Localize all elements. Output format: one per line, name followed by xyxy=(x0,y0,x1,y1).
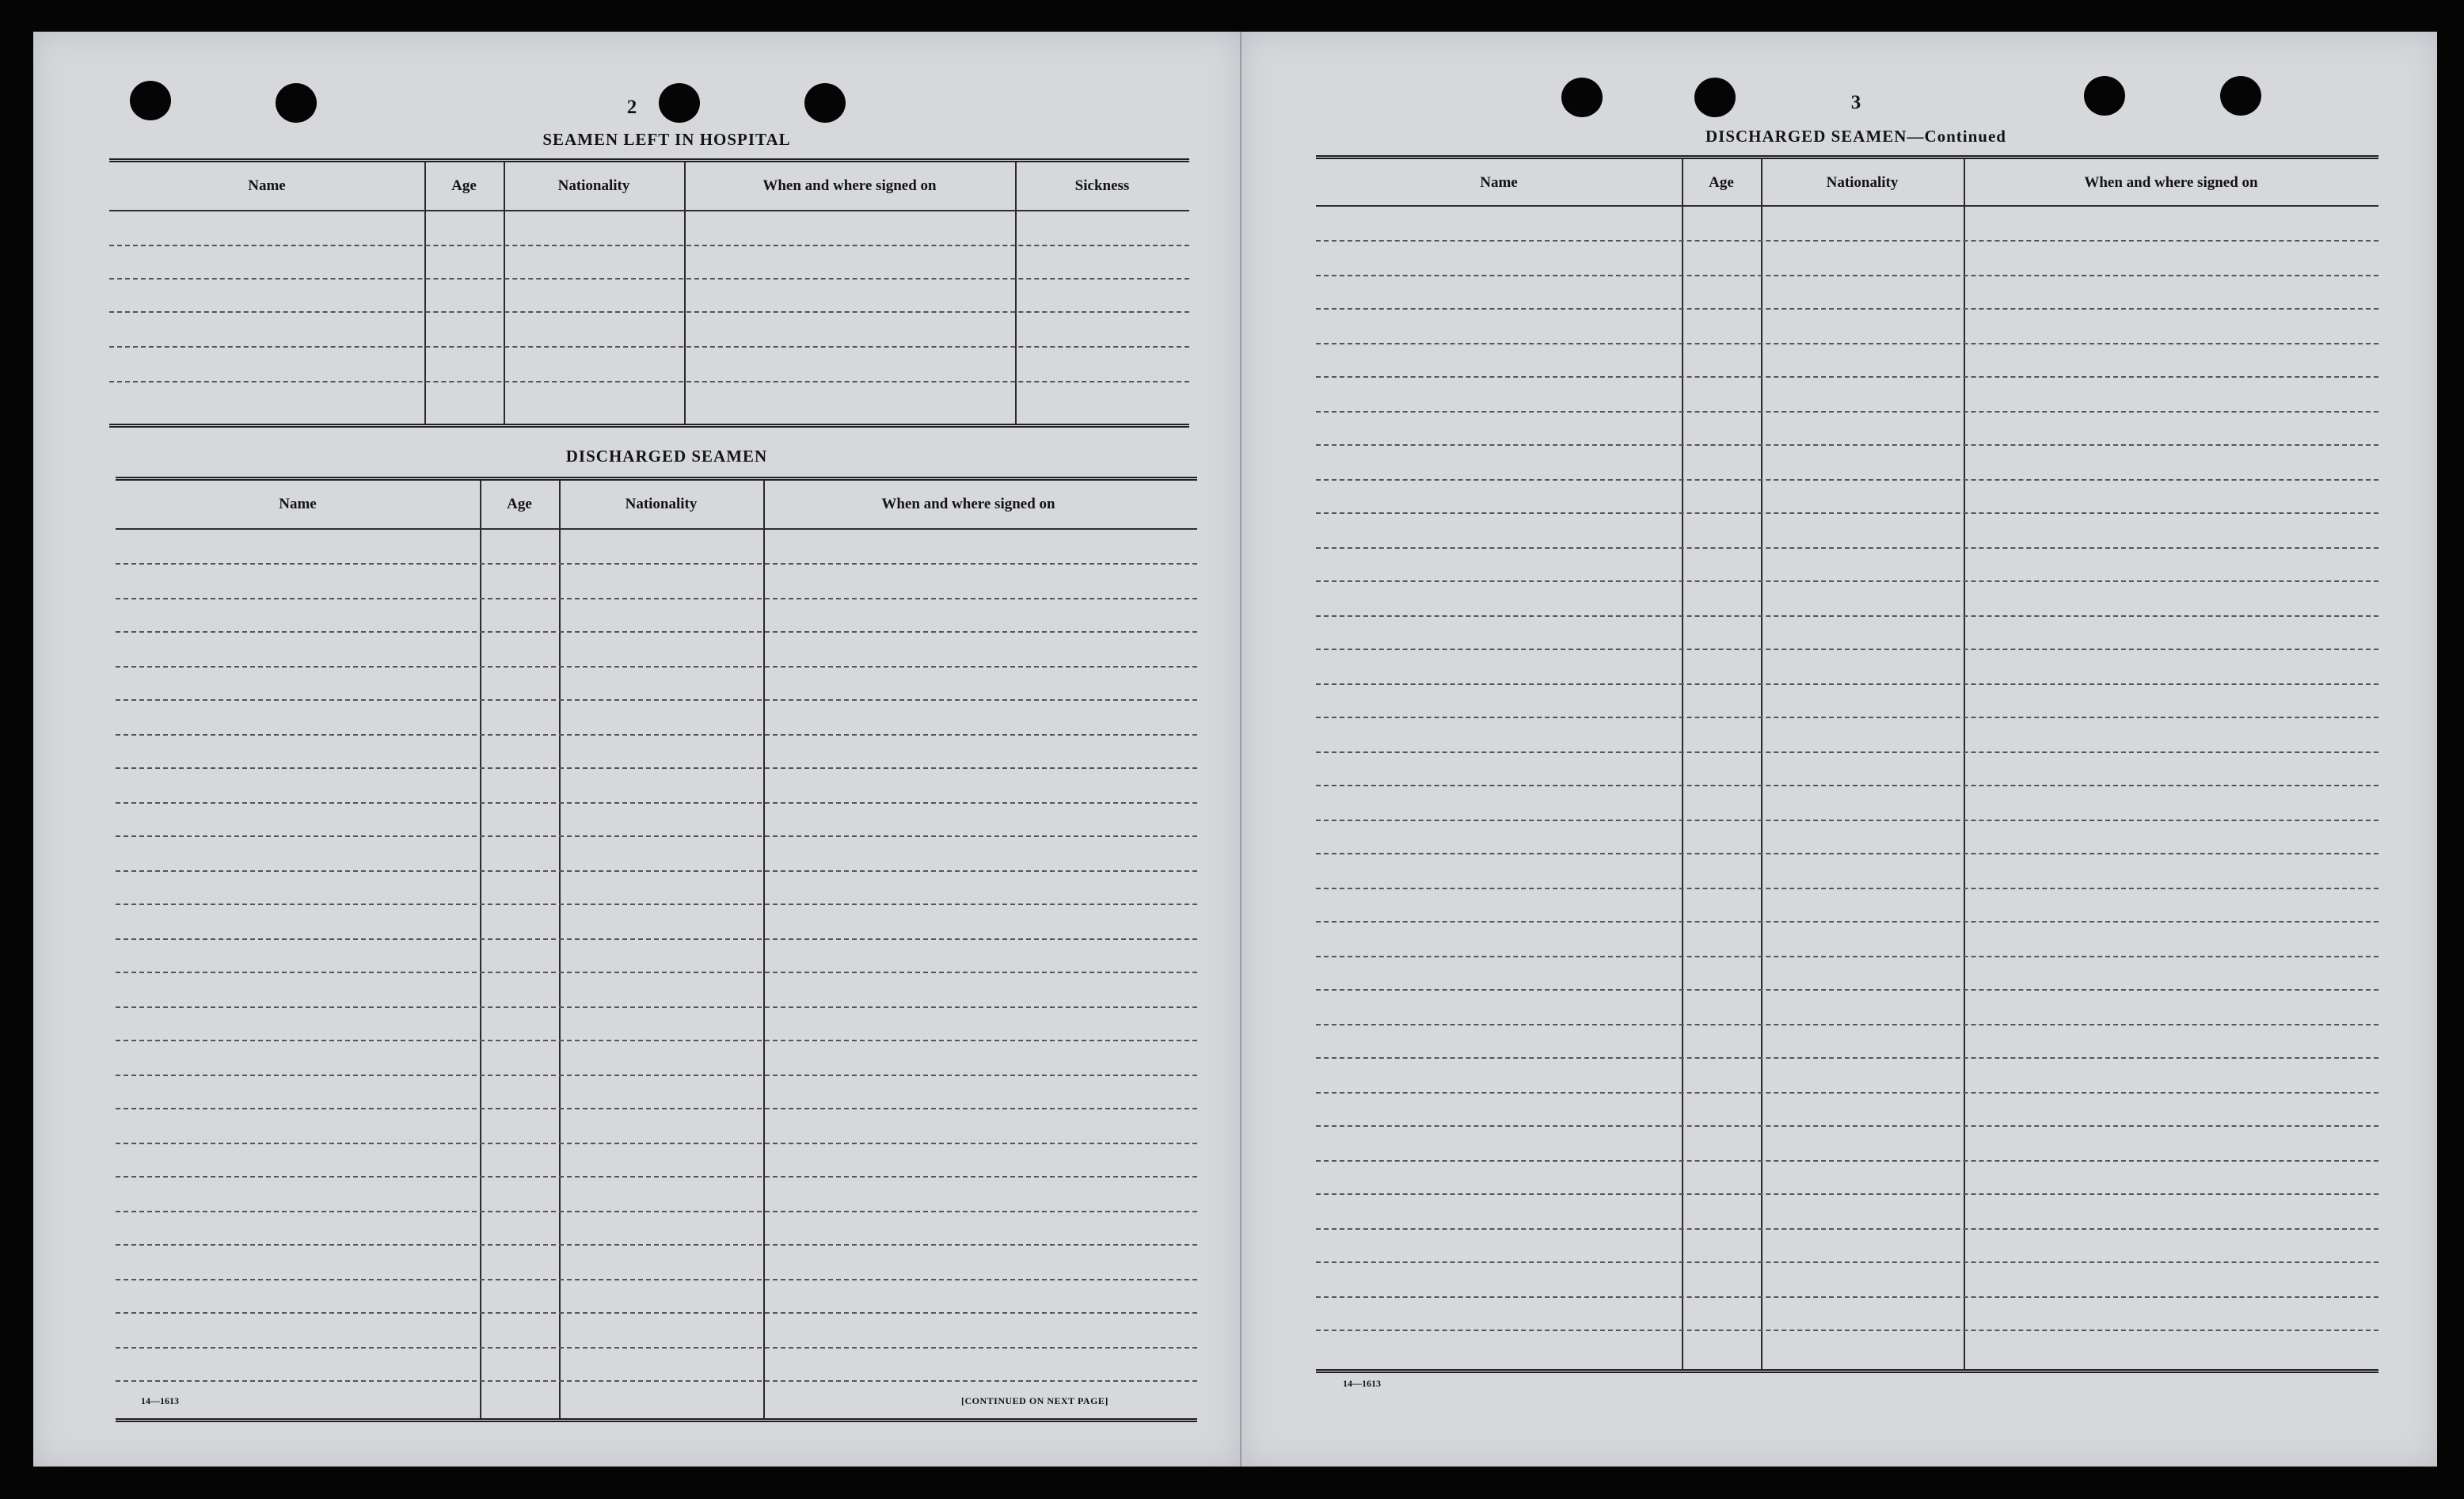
entry-row[interactable] xyxy=(116,870,1197,872)
entry-row[interactable] xyxy=(116,666,1197,668)
column-header-nationality: Nationality xyxy=(1826,174,1899,191)
entry-row[interactable] xyxy=(116,972,1197,973)
column-header-nationality: Nationality xyxy=(625,496,698,512)
form-number: 14—1613 xyxy=(1343,1378,1381,1389)
entry-row[interactable] xyxy=(116,1312,1197,1314)
page-number: 3 xyxy=(1850,92,1861,113)
entry-row[interactable] xyxy=(116,1143,1197,1144)
entry-row[interactable] xyxy=(1316,989,2378,991)
entry-row[interactable] xyxy=(1316,376,2378,378)
continued-note: [CONTINUED ON NEXT PAGE] xyxy=(961,1395,1108,1406)
entry-row[interactable] xyxy=(1316,1125,2378,1127)
hospital-table xyxy=(109,158,1189,428)
column-divider xyxy=(1682,159,1683,1369)
column-header-name: Name xyxy=(248,177,286,194)
column-divider xyxy=(559,481,561,1418)
hospital-section-title: SEAMEN LEFT IN HOSPITAL xyxy=(542,130,791,149)
column-header-nationality: Nationality xyxy=(557,177,630,194)
form-number: 14—1613 xyxy=(141,1395,179,1406)
entry-row[interactable] xyxy=(1316,1296,2378,1298)
column-divider xyxy=(1964,159,1965,1369)
entry-row[interactable] xyxy=(1316,820,2378,821)
entry-row[interactable] xyxy=(116,1244,1197,1246)
entry-row[interactable] xyxy=(1316,512,2378,514)
entry-row[interactable] xyxy=(1316,785,2378,786)
column-header-age: Age xyxy=(451,177,477,194)
entry-row[interactable] xyxy=(1316,683,2378,685)
entry-row[interactable] xyxy=(109,245,1189,246)
column-header-age: Age xyxy=(1709,174,1734,191)
entry-row[interactable] xyxy=(1316,956,2378,957)
entry-row[interactable] xyxy=(1316,580,2378,582)
column-header-age: Age xyxy=(507,496,532,512)
right-page xyxy=(1240,32,2437,1467)
entry-row[interactable] xyxy=(1316,1228,2378,1230)
entry-row[interactable] xyxy=(1316,275,2378,276)
entry-row[interactable] xyxy=(116,1380,1197,1382)
entry-row[interactable] xyxy=(1316,1330,2378,1331)
entry-row[interactable] xyxy=(1316,649,2378,650)
entry-row[interactable] xyxy=(1316,717,2378,718)
column-header-signed-on: When and where signed on xyxy=(762,177,937,194)
discharged-section-title: DISCHARGED SEAMEN xyxy=(565,447,768,466)
punch-hole xyxy=(276,83,317,123)
header-rule xyxy=(109,210,1189,211)
entry-row[interactable] xyxy=(1316,1024,2378,1025)
entry-row[interactable] xyxy=(1316,444,2378,446)
entry-row[interactable] xyxy=(116,938,1197,940)
entry-row[interactable] xyxy=(1316,1193,2378,1195)
entry-row[interactable] xyxy=(116,631,1197,633)
entry-row[interactable] xyxy=(1316,411,2378,413)
entry-row[interactable] xyxy=(1316,1160,2378,1162)
entry-row[interactable] xyxy=(1316,615,2378,617)
entry-row[interactable] xyxy=(116,767,1197,769)
column-divider xyxy=(424,162,426,424)
entry-row[interactable] xyxy=(1316,1092,2378,1094)
entry-row[interactable] xyxy=(116,835,1197,837)
entry-row[interactable] xyxy=(116,904,1197,905)
discharged-continued-table xyxy=(1316,155,2378,1373)
punch-hole xyxy=(1694,78,1736,117)
entry-row[interactable] xyxy=(1316,1261,2378,1263)
entry-row[interactable] xyxy=(116,1211,1197,1212)
entry-row[interactable] xyxy=(116,598,1197,599)
column-header-signed-on: When and where signed on xyxy=(881,496,1055,512)
column-divider xyxy=(763,481,765,1418)
column-header-name: Name xyxy=(1480,174,1518,191)
entry-row[interactable] xyxy=(1316,921,2378,923)
column-divider xyxy=(480,481,481,1418)
entry-row[interactable] xyxy=(109,311,1189,313)
punch-hole xyxy=(2220,76,2261,116)
column-header-sickness: Sickness xyxy=(1074,177,1130,194)
entry-row[interactable] xyxy=(116,1075,1197,1076)
entry-row[interactable] xyxy=(1316,308,2378,310)
punch-hole xyxy=(2084,76,2125,116)
left-page xyxy=(33,32,1240,1467)
header-rule xyxy=(1316,205,2378,207)
entry-row[interactable] xyxy=(116,802,1197,804)
column-divider xyxy=(1761,159,1762,1369)
column-header-name: Name xyxy=(279,496,317,512)
entry-row[interactable] xyxy=(1316,1057,2378,1059)
column-divider xyxy=(504,162,505,424)
entry-row[interactable] xyxy=(1316,888,2378,889)
discharged-continued-title: DISCHARGED SEAMEN—Continued xyxy=(1705,127,2006,146)
punch-hole xyxy=(1561,78,1603,117)
column-divider xyxy=(1015,162,1017,424)
entry-row[interactable] xyxy=(116,734,1197,736)
entry-row[interactable] xyxy=(116,1279,1197,1280)
punch-hole xyxy=(130,81,171,120)
entry-row[interactable] xyxy=(116,1006,1197,1008)
entry-row[interactable] xyxy=(1316,547,2378,549)
entry-row[interactable] xyxy=(1316,751,2378,753)
entry-row[interactable] xyxy=(1316,853,2378,854)
header-rule xyxy=(116,528,1197,530)
column-header-signed-on: When and where signed on xyxy=(2084,174,2258,191)
entry-row[interactable] xyxy=(116,563,1197,565)
entry-row[interactable] xyxy=(116,1347,1197,1349)
entry-row[interactable] xyxy=(109,381,1189,382)
entry-row[interactable] xyxy=(116,699,1197,701)
entry-row[interactable] xyxy=(109,278,1189,280)
punch-hole xyxy=(659,83,700,123)
column-divider xyxy=(684,162,686,424)
entry-row[interactable] xyxy=(116,1108,1197,1109)
discharged-table xyxy=(116,477,1197,1422)
entry-row[interactable] xyxy=(1316,343,2378,344)
entry-row[interactable] xyxy=(116,1176,1197,1178)
entry-row[interactable] xyxy=(116,1040,1197,1041)
entry-row[interactable] xyxy=(1316,240,2378,242)
entry-row[interactable] xyxy=(1316,479,2378,481)
page-number: 2 xyxy=(626,97,637,118)
punch-hole xyxy=(804,83,846,123)
entry-row[interactable] xyxy=(109,346,1189,348)
